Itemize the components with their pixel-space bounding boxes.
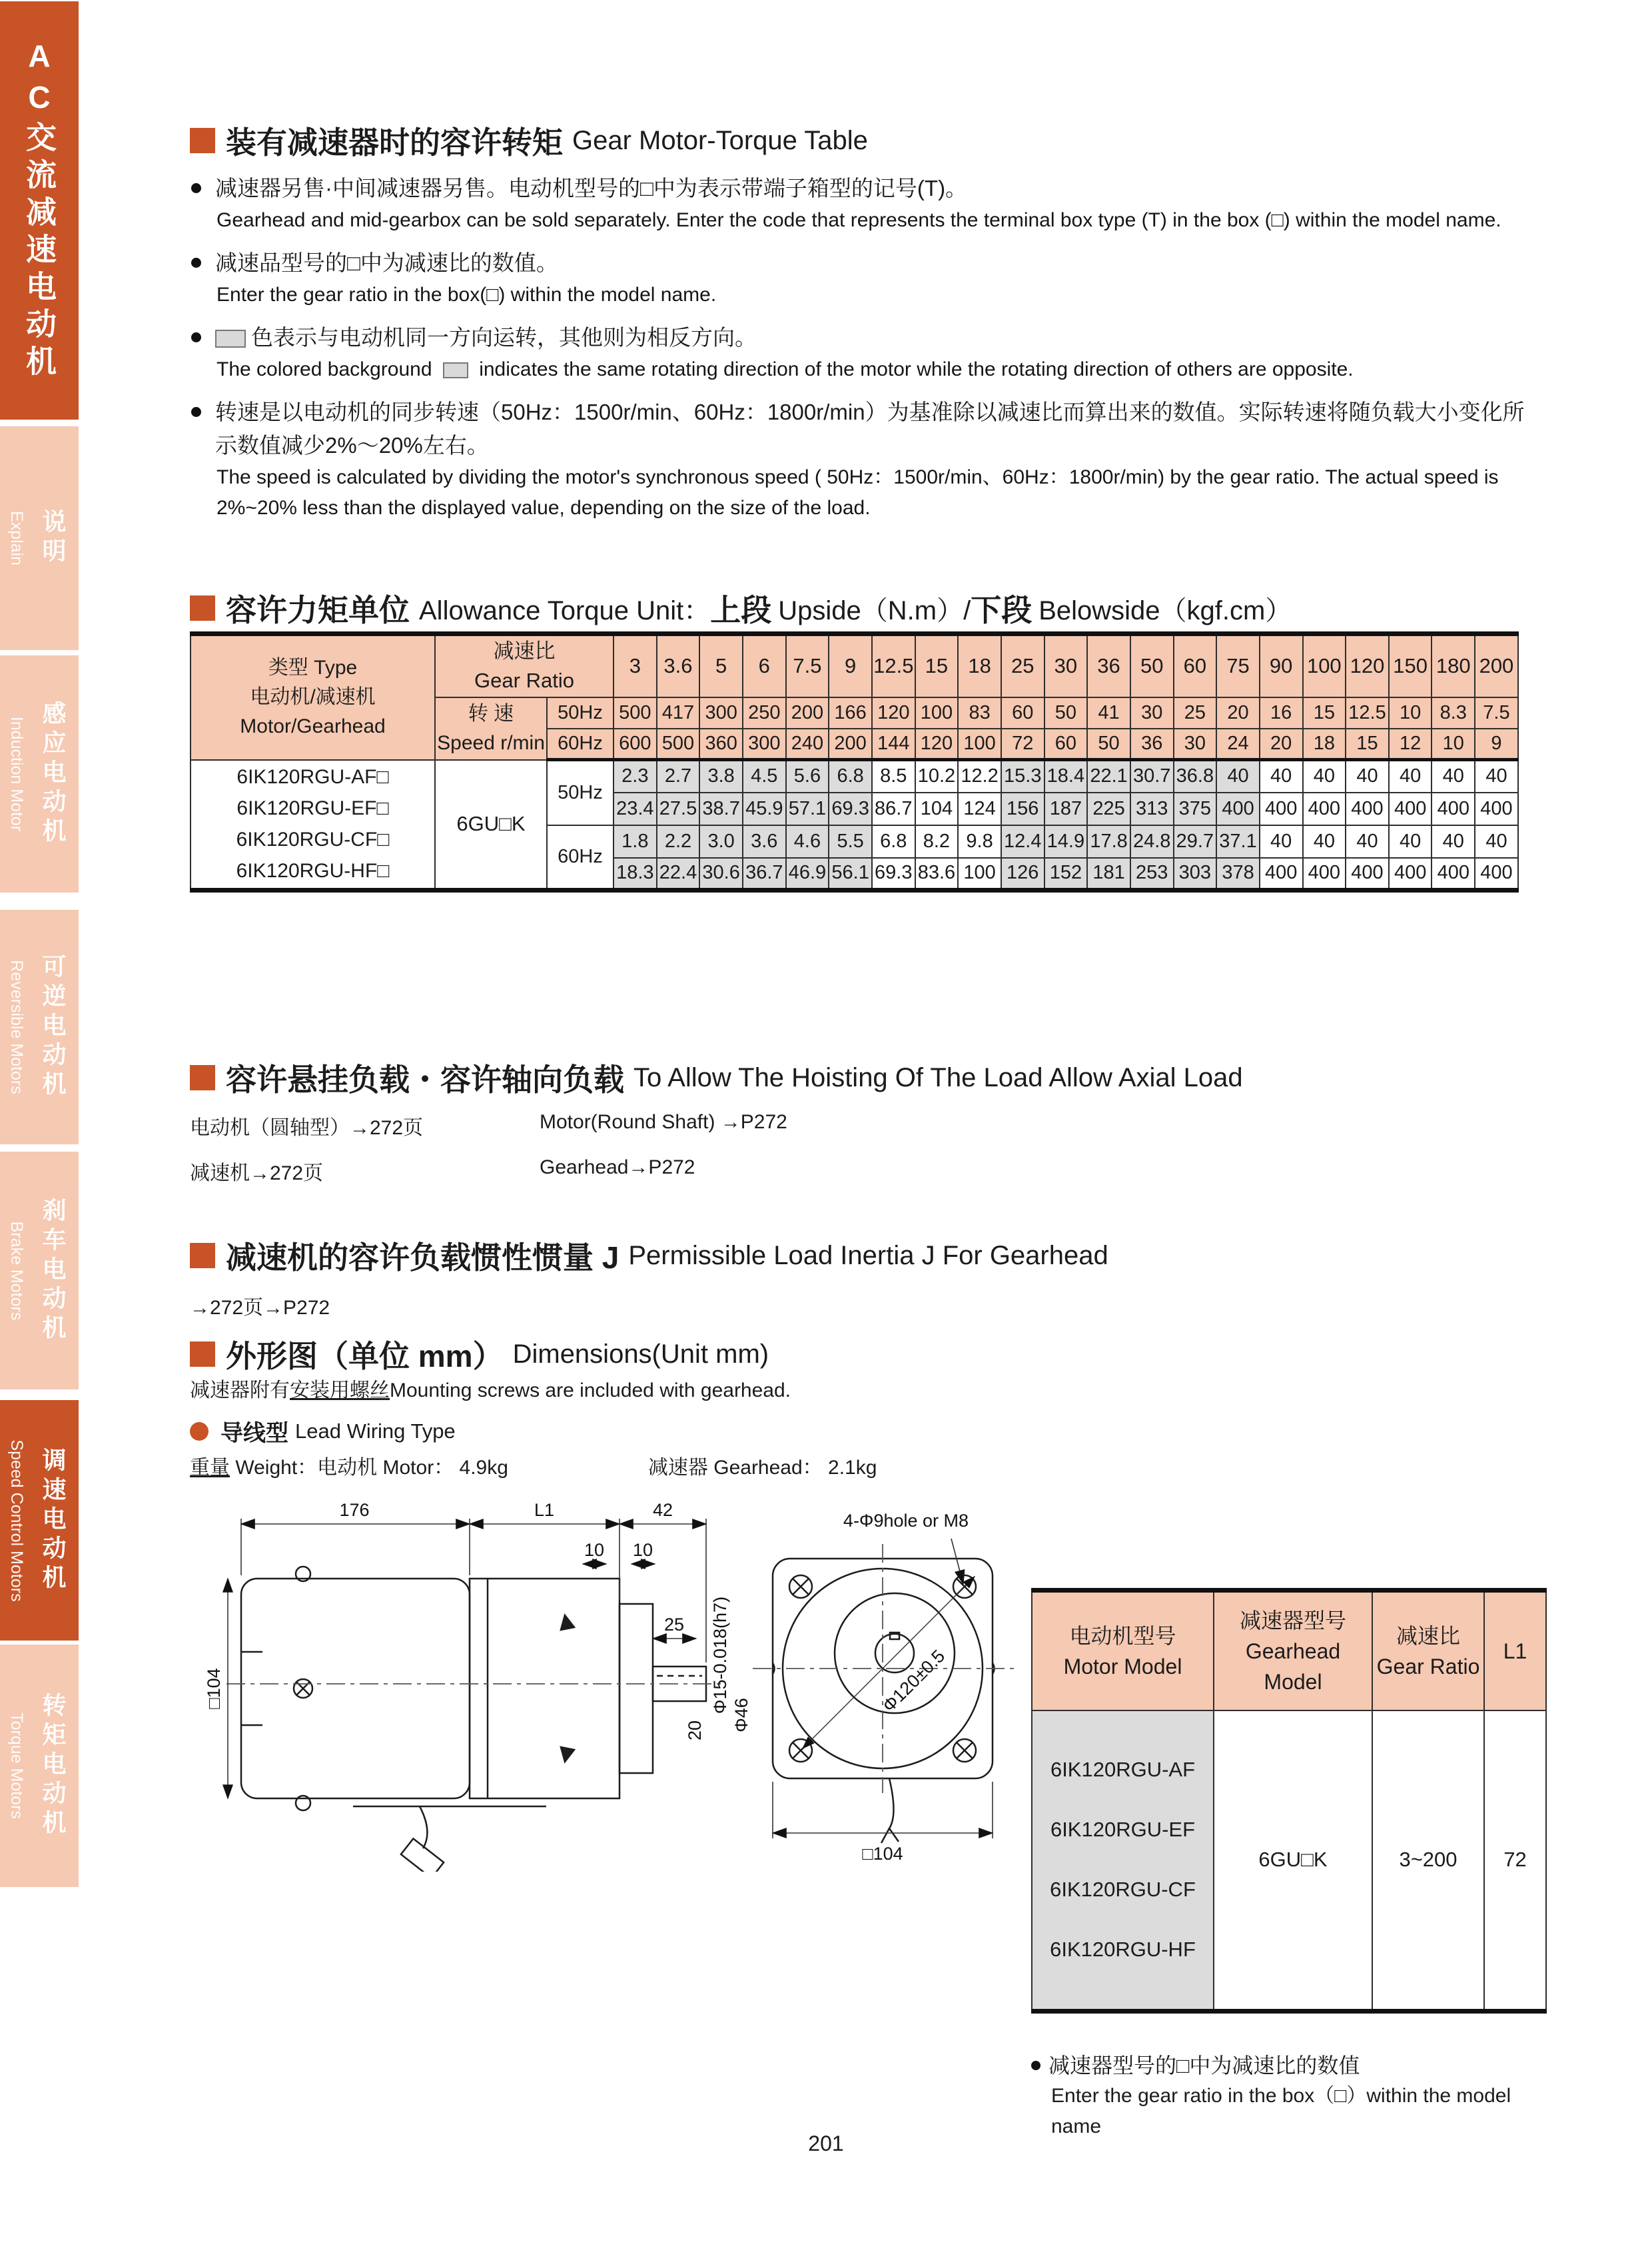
torque-value-cell: 253	[1130, 858, 1174, 891]
sidebar-tab-label-zh: 调速电动机	[39, 1447, 67, 1594]
notes-list	[190, 172, 1529, 534]
speed-value-cell: 41	[1087, 697, 1130, 729]
model-table-header-1: 电动机型号 Motor Model	[1032, 1591, 1214, 1710]
torque-value-cell: 378	[1216, 858, 1260, 891]
weight-label-underlined: 重量	[190, 1457, 230, 1479]
torque-value-cell: 83.6	[915, 858, 959, 891]
torque-value-cell: 56.1	[829, 858, 872, 891]
torque-value-cell: 27.5	[657, 793, 700, 825]
freq-60hz-body: 60Hz	[547, 825, 614, 891]
model-table	[1031, 1588, 1547, 2014]
torque-value-cell: 10.2	[915, 760, 959, 793]
dim-label-shaft-dia: Φ15-0.018(h7)	[710, 1596, 730, 1714]
speed-value-cell: 166	[829, 697, 872, 729]
ratio-value-header: 7.5	[786, 634, 829, 697]
section5-title-en: Dimensions(Unit mm)	[512, 1339, 769, 1369]
speed-value-cell: 50	[1044, 697, 1088, 729]
note-zh: 减速品型号的□中为减速比的数值。	[190, 246, 1529, 280]
speed-value-cell: 10	[1432, 729, 1475, 760]
note-en: The speed is calculated by dividing the motor's synchronous speed ( 50Hz：1500r/min、60Hz：1800r/min) by the gear ratio. The actual speed is 2%~20% less than the displayed value, depending on the size of the load.	[216, 466, 1499, 519]
mounting-note-zh-pre: 减速器附有	[190, 1379, 290, 1401]
note-zh: 减速器另售·中间减速器另售。电动机型号的□中为表示带端子箱型的记号(T)。	[190, 172, 1529, 205]
sidebar-tab-label-zh: 说明	[39, 509, 67, 567]
inertia-page-ref: →272页→P272	[190, 1297, 330, 1319]
torque-value-cell: 40	[1303, 825, 1346, 858]
ratio-value-header: 60	[1174, 634, 1217, 697]
sidebar-tab-label-en: Speed Control Motors	[7, 1439, 26, 1602]
torque-value-cell: 12.4	[1001, 825, 1044, 858]
torque-value-cell: 40	[1389, 825, 1432, 858]
torque-value-cell: 3.0	[699, 825, 743, 858]
allowance-zh1: 容许力矩单位	[226, 593, 410, 627]
sidebar-tab-6[interactable]	[0, 1645, 79, 1887]
motor-round-shaft-ref-zh: 电动机（圆轴型）→272页	[190, 1117, 424, 1139]
section1-title-en: Gear Motor-Torque Table	[572, 125, 868, 155]
sidebar-tab-3[interactable]	[0, 910, 79, 1144]
sidebar-brand	[0, 1, 79, 420]
speed-value-cell: 300	[743, 729, 786, 760]
torque-value-cell: 400	[1216, 793, 1260, 825]
speed-value-cell: 9	[1475, 729, 1518, 760]
torque-value-cell: 24.8	[1130, 825, 1174, 858]
note-zh: 转速是以电动机的同步转速（50Hz：1500r/min、60Hz：1800r/min）为基准除以减速比而算出来的数值。实际转速将随负载大小变化所示数值减少2%～20%左右。	[190, 396, 1529, 462]
bullet-dot-icon	[191, 332, 201, 342]
lead-type-zh: 导线型	[220, 1421, 288, 1446]
model-table-header-3: 减速比 Gear Ratio	[1372, 1591, 1484, 1710]
torque-value-cell: 30.7	[1130, 760, 1174, 793]
allowance-en2: Upside（N.m）/	[778, 595, 971, 625]
gear-ratio-header-cell: 减速比 Gear Ratio	[435, 634, 614, 697]
model-table-note	[1031, 2050, 1551, 2142]
note-zh: 色表示与电动机同一方向运转，其他则为相反方向。	[190, 321, 1529, 354]
allowance-zh2: 上段	[710, 593, 772, 627]
note-en: Gearhead and mid-gearbox can be sold separately. Enter the code that represents the terminal box type (T) in the box (□) within the model name.	[216, 209, 1501, 231]
sidebar-tab-label-zh: 感应电动机	[39, 701, 67, 847]
torque-value-cell: 40	[1389, 760, 1432, 793]
speed-value-cell: 120	[915, 729, 959, 760]
lead-type-en: Lead Wiring Type	[295, 1419, 456, 1443]
speed-value-cell: 72	[1001, 729, 1044, 760]
ratio-value-header: 3	[614, 634, 657, 697]
section-title-load-inertia	[190, 1234, 1108, 1278]
ratio-value-header: 12.5	[872, 634, 915, 697]
torque-value-cell: 18.4	[1044, 760, 1088, 793]
sidebar-brand-label: AC交流减速电动机	[22, 39, 57, 382]
title-square-icon	[190, 595, 215, 621]
speed-value-cell: 25	[1174, 697, 1217, 729]
mounting-note-zh-underlined: 安装用螺丝	[290, 1379, 390, 1401]
model-table-header-2: 减速器型号 Gearhead Model	[1214, 1591, 1372, 1710]
torque-value-cell: 69.3	[829, 793, 872, 825]
speed-value-cell: 360	[699, 729, 743, 760]
speed-value-cell: 30	[1130, 697, 1174, 729]
torque-value-cell: 400	[1260, 858, 1303, 891]
torque-value-cell: 400	[1389, 793, 1432, 825]
speed-value-cell: 18	[1303, 729, 1346, 760]
section-title-hoisting-load	[190, 1056, 1243, 1100]
torque-value-cell: 3.6	[743, 825, 786, 858]
dim-label-holes: 4-Φ9hole or M8	[843, 1511, 969, 1531]
weight-gearhead: 减速器 Gearhead： 2.1kg	[647, 1457, 877, 1479]
sidebar-tab-5[interactable]	[0, 1400, 79, 1641]
torque-value-cell: 313	[1130, 793, 1174, 825]
speed-value-cell: 12.5	[1346, 697, 1389, 729]
title-square-icon	[190, 1341, 215, 1367]
mounting-note-en: Mounting screws are included with gearhead.	[390, 1379, 791, 1401]
torque-value-cell: 3.8	[699, 760, 743, 793]
dim-label-10a: 10	[584, 1540, 605, 1560]
dim-label-20: 20	[685, 1720, 705, 1741]
torque-value-cell: 38.7	[699, 793, 743, 825]
torque-value-cell: 36.8	[1174, 760, 1217, 793]
ratio-value-header: 36	[1087, 634, 1130, 697]
section3-title-zh: 容许悬挂负载・容许轴向负载	[226, 1062, 624, 1097]
speed-value-cell: 7.5	[1475, 697, 1518, 729]
torque-value-cell: 40	[1216, 760, 1260, 793]
torque-value-cell: 100	[958, 858, 1001, 891]
motor-models-cell: 6IK120RGU-AF□ 6IK120RGU-EF□ 6IK120RGU-CF□ 6IK120RGU-HF□	[191, 760, 435, 891]
speed-value-cell: 20	[1216, 697, 1260, 729]
speed-value-cell: 60	[1001, 697, 1044, 729]
ratio-value-header: 25	[1001, 634, 1044, 697]
sidebar-tab-label-zh: 转矩电动机	[39, 1692, 67, 1839]
ratio-value-header: 30	[1044, 634, 1088, 697]
sidebar-tab-label-zh: 刹车电动机	[39, 1197, 67, 1344]
allowance-en1: Allowance Torque Unit：	[419, 595, 711, 625]
ratio-value-header: 100	[1303, 634, 1346, 697]
torque-value-cell: 400	[1475, 793, 1518, 825]
sidebar-tab-1[interactable]	[0, 426, 79, 650]
torque-value-cell: 400	[1432, 793, 1475, 825]
orange-dot-icon	[190, 1422, 208, 1441]
speed-value-cell: 15	[1303, 697, 1346, 729]
model-list-cell: 6IK120RGU-AF 6IK120RGU-EF 6IK120RGU-CF 6IK120RGU-HF	[1032, 1710, 1214, 2012]
torque-value-cell: 1.8	[614, 825, 657, 858]
speed-value-cell: 12	[1389, 729, 1432, 760]
torque-value-cell: 57.1	[786, 793, 829, 825]
torque-value-cell: 124	[958, 793, 1001, 825]
page-number: 201	[808, 2131, 844, 2155]
torque-value-cell: 40	[1432, 760, 1475, 793]
gearhead-ref-zh: 减速机→272页	[190, 1162, 324, 1184]
ratio-value-header: 3.6	[657, 634, 700, 697]
torque-value-cell: 40	[1303, 760, 1346, 793]
gearhead-outline	[470, 1579, 620, 1798]
torque-value-cell: 2.2	[657, 825, 700, 858]
torque-value-cell: 45.9	[743, 793, 786, 825]
speed-value-cell: 300	[699, 697, 743, 729]
gear-motor-torque-table	[190, 631, 1519, 893]
allowance-zh3: 下段	[971, 593, 1032, 627]
allowance-en3: Belowside（kgf.cm）	[1038, 595, 1292, 625]
model-note-zh-text: 减速器型号的□中为减速比的数值	[1048, 2054, 1360, 2077]
torque-value-cell: 18.3	[614, 858, 657, 891]
speed-value-cell: 120	[872, 697, 915, 729]
torque-value-cell: 30.6	[699, 858, 743, 891]
note-bullet-1	[190, 172, 1529, 236]
ratio-value-header: 6	[743, 634, 786, 697]
speed-value-cell: 50	[1087, 729, 1130, 760]
weight-motor: Weight：电动机 Motor： 4.9kg	[230, 1457, 508, 1479]
torque-value-cell: 22.4	[657, 858, 700, 891]
note-en: The colored background indicates the same rotating direction of the motor while the rotating direction of others are opposite.	[216, 358, 1354, 380]
ratio-value-header: 90	[1260, 634, 1303, 697]
torque-value-cell: 40	[1432, 825, 1475, 858]
speed-value-cell: 24	[1216, 729, 1260, 760]
torque-value-cell: 2.7	[657, 760, 700, 793]
torque-value-cell: 2.3	[614, 760, 657, 793]
torque-value-cell: 400	[1303, 793, 1346, 825]
speed-value-cell: 8.3	[1432, 697, 1475, 729]
torque-value-cell: 14.9	[1044, 825, 1088, 858]
gearhead-ref-en: Gearhead→P272	[540, 1156, 695, 1178]
freq-50hz-header: 50Hz	[547, 697, 614, 729]
speed-value-cell: 417	[657, 697, 700, 729]
motor-gearhead-model-table	[1031, 1588, 1547, 2014]
section3-title-en: To Allow The Hoisting Of The Load Allow Axial Load	[633, 1062, 1243, 1092]
torque-value-cell: 15.3	[1001, 760, 1044, 793]
speed-value-cell: 15	[1346, 729, 1389, 760]
torque-value-cell: 5.5	[829, 825, 872, 858]
speed-value-cell: 144	[872, 729, 915, 760]
dim-label-10b: 10	[632, 1540, 653, 1560]
bullet-dot-icon	[191, 258, 201, 268]
speed-value-cell: 16	[1260, 697, 1303, 729]
dim-label-25: 25	[663, 1615, 685, 1635]
torque-value-cell: 400	[1303, 858, 1346, 891]
speed-value-cell: 100	[958, 729, 1001, 760]
ratio-value-header: 18	[958, 634, 1001, 697]
torque-value-cell: 104	[915, 793, 959, 825]
gearhead-model-cell: 6GU□K	[1214, 1710, 1372, 2012]
sidebar-tab-label-en: Explain	[7, 511, 26, 565]
weight-line	[190, 1451, 877, 1480]
sidebar-tab-label-zh: 可逆电动机	[39, 954, 67, 1100]
title-square-icon	[190, 1243, 215, 1268]
torque-value-cell: 22.1	[1087, 760, 1130, 793]
section-title-allowance-unit	[190, 586, 1292, 630]
dim-label-42: 42	[652, 1500, 673, 1520]
torque-value-cell: 46.9	[786, 858, 829, 891]
torque-value-cell: 40	[1260, 825, 1303, 858]
bullet-dot-icon	[1031, 2061, 1040, 2070]
dim-label-l1: L1	[534, 1500, 555, 1520]
speed-value-cell: 240	[786, 729, 829, 760]
l1-value-cell: 72	[1484, 1710, 1546, 2012]
torque-value-cell: 152	[1044, 858, 1088, 891]
torque-value-cell: 6.8	[872, 825, 915, 858]
speed-value-cell: 200	[829, 729, 872, 760]
torque-value-cell: 8.2	[915, 825, 959, 858]
torque-value-cell: 29.7	[1174, 825, 1217, 858]
dim-label-46: Φ46	[731, 1698, 751, 1732]
type-header-cell: 类型 Type 电动机/减速机 Motor/Gearhead	[191, 634, 435, 760]
torque-value-cell: 37.1	[1216, 825, 1260, 858]
torque-value-cell: 12.2	[958, 760, 1001, 793]
dim-label-176: 176	[339, 1500, 370, 1520]
freq-60hz-header: 60Hz	[547, 729, 614, 760]
speed-header-cell: 转 速 Speed r/min	[435, 697, 547, 760]
torque-value-cell: 400	[1346, 858, 1389, 891]
torque-value-cell: 400	[1346, 793, 1389, 825]
torque-value-cell: 23.4	[614, 793, 657, 825]
torque-value-cell: 187	[1044, 793, 1088, 825]
speed-value-cell: 60	[1044, 729, 1088, 760]
gear-ratio-range-cell: 3~200	[1372, 1710, 1484, 2012]
direction-color-swatch	[215, 330, 246, 348]
ratio-value-header: 5	[699, 634, 743, 697]
torque-value-cell: 225	[1087, 793, 1130, 825]
ratio-value-header: 180	[1432, 634, 1475, 697]
speed-value-cell: 30	[1174, 729, 1217, 760]
torque-value-cell: 40	[1475, 760, 1518, 793]
torque-table	[190, 631, 1519, 893]
torque-value-cell: 40	[1475, 825, 1518, 858]
title-square-icon	[190, 1065, 215, 1090]
dimension-drawing	[200, 1485, 1019, 1872]
torque-value-cell: 5.6	[786, 760, 829, 793]
speed-value-cell: 250	[743, 697, 786, 729]
torque-value-cell: 4.5	[743, 760, 786, 793]
speed-value-cell: 200	[786, 697, 829, 729]
model-note-zh	[1031, 2050, 1551, 2081]
note-bullet-4	[190, 396, 1529, 524]
ratio-value-header: 200	[1475, 634, 1518, 697]
torque-value-cell: 8.5	[872, 760, 915, 793]
section5-title-zh: 外形图（单位 mm）	[226, 1339, 504, 1373]
direction-color-swatch	[443, 362, 468, 378]
note-bullet-2	[190, 246, 1529, 310]
section-title-torque-table	[190, 119, 868, 163]
dim-label-square-front: □104	[862, 1844, 903, 1864]
bullet-dot-icon	[191, 407, 201, 417]
torque-value-cell: 400	[1389, 858, 1432, 891]
torque-value-cell: 40	[1346, 760, 1389, 793]
ratio-value-header: 150	[1389, 634, 1432, 697]
torque-value-cell: 17.8	[1087, 825, 1130, 858]
torque-value-cell: 9.8	[958, 825, 1001, 858]
torque-value-cell: 126	[1001, 858, 1044, 891]
sidebar-tab-label-en: Brake Motors	[7, 1221, 26, 1320]
bullet-dot-icon	[191, 183, 201, 193]
model-table-header-4: L1	[1484, 1591, 1546, 1710]
speed-value-cell: 36	[1130, 729, 1174, 760]
sidebar-tab-2[interactable]	[0, 655, 79, 893]
section4-title-en: Permissible Load Inertia J For Gearhead	[628, 1240, 1108, 1270]
torque-value-cell: 4.6	[786, 825, 829, 858]
speed-value-cell: 500	[657, 729, 700, 760]
dim-label-bolt-circle: Φ120±0.5	[878, 1645, 949, 1716]
ratio-value-header: 15	[915, 634, 959, 697]
gearhead-model-cell: 6GU□K	[435, 760, 547, 891]
dim-label-square-side: □104	[204, 1668, 224, 1709]
title-square-icon	[190, 128, 215, 153]
lead-wiring-type-row	[190, 1415, 456, 1447]
mounting-screws-note	[190, 1373, 791, 1403]
section-title-dimensions	[190, 1332, 769, 1376]
torque-value-cell: 400	[1260, 793, 1303, 825]
torque-value-cell: 69.3	[872, 858, 915, 891]
note-en: Enter the gear ratio in the box(□) within the model name.	[216, 284, 717, 306]
speed-value-cell: 500	[614, 697, 657, 729]
ratio-value-header: 50	[1130, 634, 1174, 697]
note-bullet-3	[190, 321, 1529, 385]
section4-title-zh: 减速机的容许负载惯性惯量 J	[226, 1240, 620, 1275]
ratio-value-header: 120	[1346, 634, 1389, 697]
speed-value-cell: 600	[614, 729, 657, 760]
torque-value-cell: 156	[1001, 793, 1044, 825]
speed-value-cell: 20	[1260, 729, 1303, 760]
sidebar-tab-4[interactable]	[0, 1152, 79, 1389]
torque-value-cell: 303	[1174, 858, 1217, 891]
speed-value-cell: 83	[958, 697, 1001, 729]
model-note-en: Enter the gear ratio in the box（□）within the model name	[1051, 2085, 1511, 2137]
sidebar-tab-label-en: Induction Motor	[7, 716, 26, 832]
torque-value-cell: 400	[1432, 858, 1475, 891]
torque-value-cell: 6.8	[829, 760, 872, 793]
sidebar-tab-label-en: Torque Motors	[7, 1712, 26, 1819]
torque-value-cell: 40	[1346, 825, 1389, 858]
ratio-value-header: 75	[1216, 634, 1260, 697]
torque-value-cell: 375	[1174, 793, 1217, 825]
speed-value-cell: 10	[1389, 697, 1432, 729]
motor-body-outline	[241, 1579, 470, 1798]
freq-50hz-body: 50Hz	[547, 760, 614, 825]
speed-value-cell: 100	[915, 697, 959, 729]
torque-value-cell: 86.7	[872, 793, 915, 825]
sidebar-tab-label-en: Reversible Motors	[7, 960, 26, 1094]
ratio-value-header: 9	[829, 634, 872, 697]
torque-value-cell: 40	[1260, 760, 1303, 793]
torque-value-cell: 36.7	[743, 858, 786, 891]
motor-round-shaft-ref-en: Motor(Round Shaft) →P272	[540, 1111, 787, 1133]
torque-value-cell: 400	[1475, 858, 1518, 891]
section1-title-zh: 装有减速器时的容许转矩	[226, 125, 563, 160]
torque-value-cell: 181	[1087, 858, 1130, 891]
